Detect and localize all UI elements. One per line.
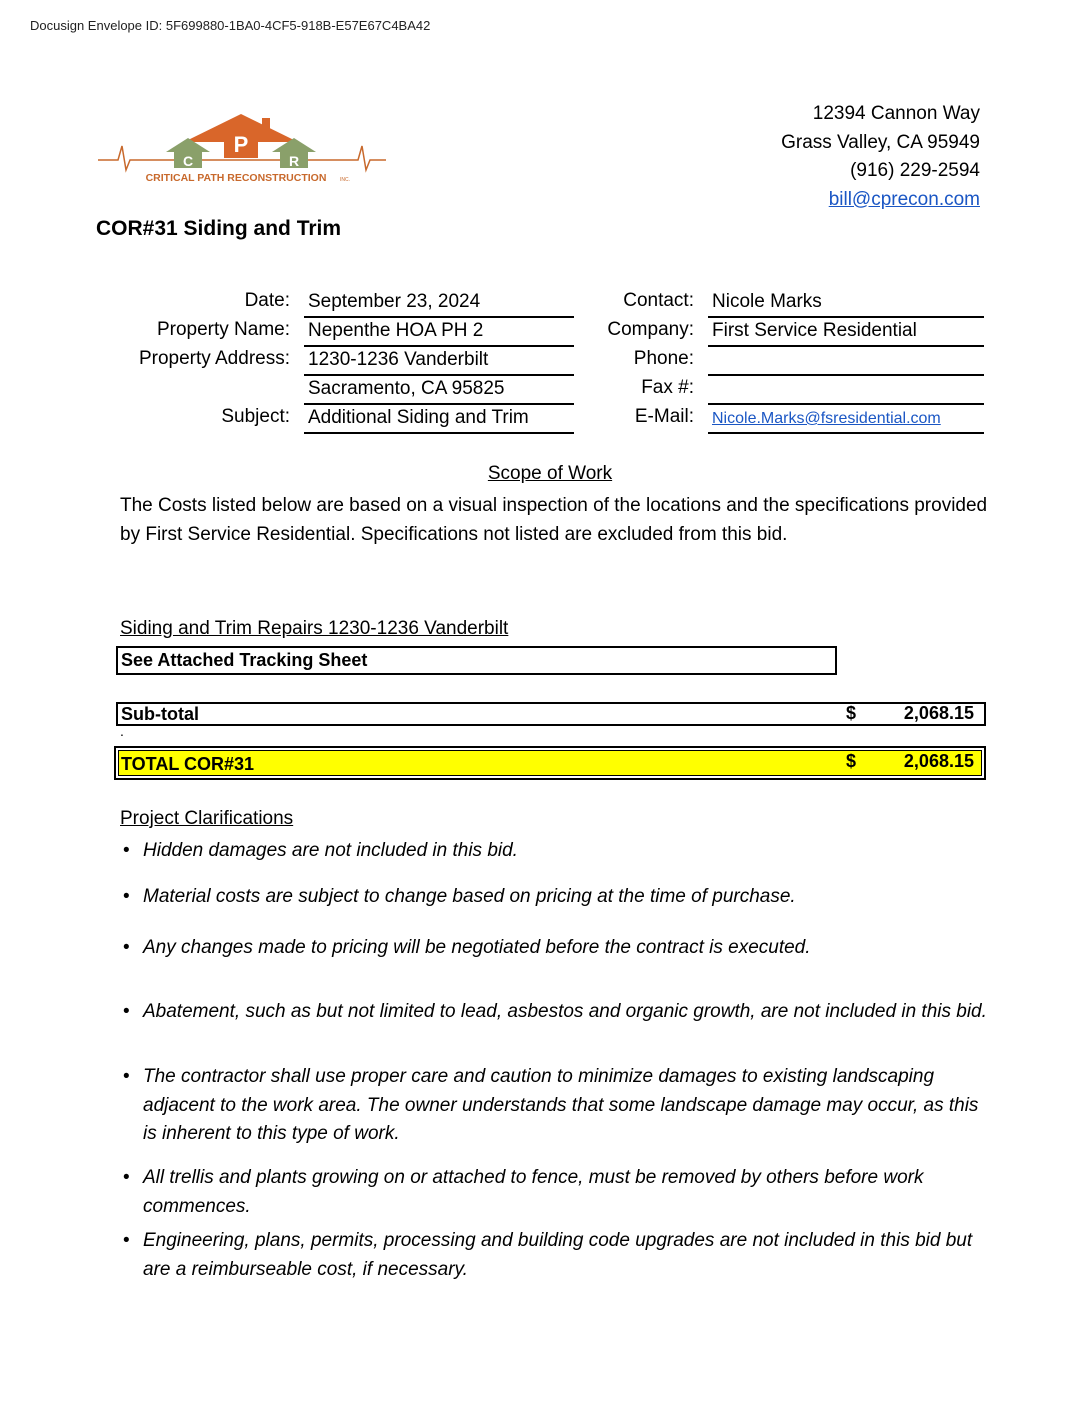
clarification-item: • The contractor shall use proper care and caution to minimize damages to existing landscaping adjacent to the work area. The owner understands that some landscape damage may occur, as this is inherent to this type of work. bbox=[120, 1063, 990, 1149]
scope-heading: Scope of Work bbox=[487, 463, 613, 484]
subtotal-amount: 2,068.15 bbox=[903, 703, 974, 723]
logo-letter-c: C bbox=[182, 153, 194, 169]
property-name-label: Property Name: bbox=[156, 319, 290, 340]
subtotal-label: Sub-total bbox=[121, 704, 199, 724]
logo-letter-p: P bbox=[233, 132, 249, 157]
total-label: TOTAL COR#31 bbox=[121, 754, 255, 774]
contact-label: Contact: bbox=[623, 290, 694, 311]
subtotal-currency: $ bbox=[846, 703, 857, 723]
scope-text: The Costs listed below are based on a visual inspection of the locations and the specifications provided by First Service Residential. Specifications not listed are excluded from this bid. bbox=[120, 495, 988, 545]
property-address-line2: Sacramento, CA 95825 bbox=[304, 375, 574, 405]
phone-field bbox=[708, 346, 984, 376]
subject-label: Subject: bbox=[221, 406, 290, 427]
fax-field bbox=[708, 375, 984, 405]
sender-street: 12394 Cannon Way bbox=[812, 103, 980, 124]
logo-suffix: INC. bbox=[340, 177, 350, 183]
clarification-item: • Engineering, plans, permits, processing and building code upgrades are not included in this bid but are a reimburseable cost, if necessary. bbox=[120, 1227, 990, 1284]
total-amount: 2,068.15 bbox=[903, 751, 974, 771]
clarifications-heading: Project Clarifications bbox=[120, 808, 294, 829]
logo-letter-r: R bbox=[288, 153, 300, 169]
logo-company-name: CRITICAL PATH RECONSTRUCTION bbox=[145, 172, 327, 184]
separator-dot: . bbox=[120, 723, 124, 739]
company-label: Company: bbox=[607, 319, 694, 340]
contact-email-link[interactable]: Nicole.Marks@fsresidential.com bbox=[712, 410, 941, 427]
repairs-heading: Siding and Trim Repairs 1230-1236 Vanderbilt bbox=[120, 618, 509, 639]
total-currency: $ bbox=[846, 751, 857, 771]
subject-field: Additional Siding and Trim bbox=[304, 404, 574, 434]
property-address-label: Property Address: bbox=[138, 348, 290, 369]
tracking-sheet-note: See Attached Tracking Sheet bbox=[116, 646, 837, 675]
sender-address bbox=[781, 100, 980, 214]
clarification-item: • Material costs are subject to change based on pricing at the time of purchase. bbox=[120, 883, 990, 912]
sender-phone: (916) 229-2594 bbox=[850, 160, 980, 181]
date-label: Date: bbox=[244, 290, 290, 311]
clarification-item: • Abatement, such as but not limited to lead, asbestos and organic growth, are not included in this bid. bbox=[120, 998, 990, 1027]
company-field: First Service Residential bbox=[708, 317, 984, 347]
clarification-item: • Any changes made to pricing will be negotiated before the contract is executed. bbox=[120, 934, 990, 963]
date-field: September 23, 2024 bbox=[304, 288, 574, 318]
phone-label: Phone: bbox=[633, 348, 694, 369]
contact-field: Nicole Marks bbox=[708, 288, 984, 318]
clarification-item: • All trellis and plants growing on or attached to fence, must be removed by others before work commences. bbox=[120, 1164, 990, 1221]
company-logo bbox=[96, 108, 386, 188]
email-field bbox=[708, 404, 984, 434]
email-label: E-Mail: bbox=[634, 406, 694, 427]
clarification-item: • Hidden damages are not included in this bid. bbox=[120, 837, 990, 866]
property-address-line1: 1230-1236 Vanderbilt bbox=[304, 346, 574, 376]
docusign-envelope-id: Docusign Envelope ID: 5F699880-1BA0-4CF5-918B-E57E67C4BA42 bbox=[30, 18, 431, 33]
fax-label: Fax #: bbox=[641, 377, 694, 398]
document-title: COR#31 Siding and Trim bbox=[96, 217, 342, 240]
property-name-field: Nepenthe HOA PH 2 bbox=[304, 317, 574, 347]
sender-email-link[interactable]: bill@cprecon.com bbox=[828, 188, 980, 210]
sender-city: Grass Valley, CA 95949 bbox=[781, 131, 980, 153]
